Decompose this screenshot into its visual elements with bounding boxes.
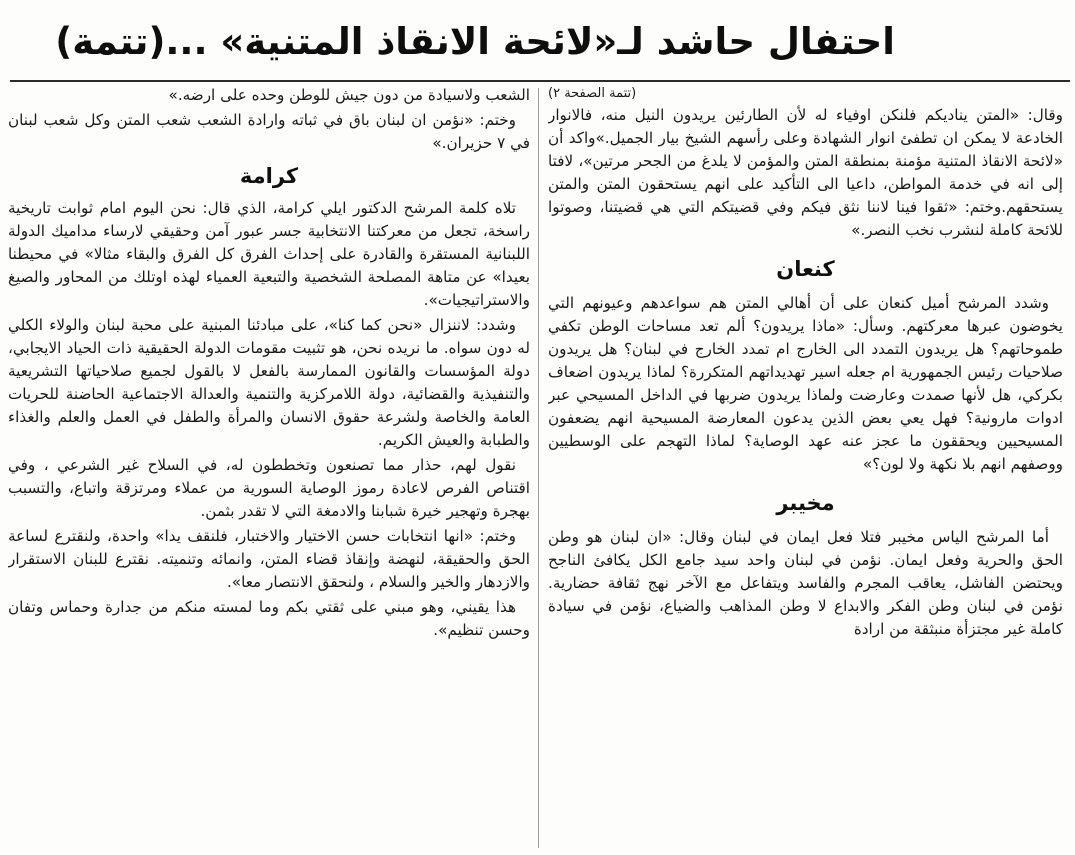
paragraph-intro-left-2: وختم: «نؤمن ان لبنان باق في ثباته وارادة الشعب شعب المتن وكل شعب لبنان في ٧ حزيران.» [8, 111, 530, 152]
paragraph-karameh-3: نقول لهم، حذار مما تصنعون وتخططون له، في السلاح غير الشرعي ، وفي اقتناص الفرص لاعادة رموز الوصاية السورية من عملاء ومرتزقة واتباع، والتسبب بهجرة وتهجير خيرة شبابنا والادمغة التي لا تقدر بثمن. [8, 456, 530, 520]
paragraph-karameh-4: وختم: «انها انتخابات حسن الاختيار والاختبار، فلنقف يدا» واحدة، ولنقترع لساعة الحق والحقيقة، لنهضة وإنقاذ قضاء المتن، وانمائه وتنميته. نقترع للبنان الاستقرار والازدهار والخير والسلام ، ولنحقق الانتصار معا». [8, 527, 530, 591]
continuation-note: (تتمة الصفحة ٢) [548, 86, 637, 101]
paragraph-karameh-5: هذا يقيني، وهو مبني على ثقتي بكم وما لمسته منكم من جدارة وحماس وتفان وحسن تنظيم». [8, 598, 530, 639]
left-column [8, 84, 530, 852]
column-divider [538, 88, 539, 848]
headline: احتفال حاشد لـ«لائحة الانقاذ المتنية» ...(تتمة) [55, 20, 895, 63]
paragraph-intro-right: وقال: «المتن يناديكم فلنكن اوفياء له لأن الطارئين يريدون النيل منه، فالانوار الخادعة لا يمكن ان تطفئ انوار الشهادة وعلى رأسهم الشيخ بيار الجميل.»واكد أن «لائحة الانقاذ المتنية مؤمنة بمنطقة المتن والمؤمن لا يلدغ من الجحر مرتين»، لافتا إلى انه في خدمة المواطن، داعيا الى التأكيد على انهم يستحقون المتن والمتن يستحقهم.وختم: «ثقوا فينا لاننا نثق فيكم وفي قضيتكم التي هي قضيتنا، وصوتوا للائحة كاملة لنشرب نخب النصر.» [548, 106, 1063, 239]
paragraph-kanaan: وشدد المرشح أميل كنعان على أن أهالي المتن هم سواعدهم وعيونهم التي يخوضون عبرها معركتهم. وسأل: «ماذا يريدون؟ ألم تعد مساحات الوطن تكفي طموحاتهم؟ هل يريدون التمدد الى الخارج ام تمدد الخارج في لبنان؟ هل يريدون صلاحيات رئيس الجمهورية ام جعله اسير تهديداتهم المتكررة؟ لماذا يريدون اضعاف بكركي، هل لأنها صمدت وعارضت ولماذا يريدون ضربها في الداخل المسيحي عبر ادوات مارونية؟ فهل يعي بعض الذين يدعون المعارضة المسيحية انهم يضعفون المسيحيين ويحققون ما عجز عنه عهد الوصاية؟ لماذا التهجم على الوسطيين ووصفهم انهم بلا نكهة ولا لون؟» [548, 294, 1063, 473]
right-column [548, 84, 1063, 852]
subheading-karameh: كرامة [239, 164, 299, 188]
paragraph-intro-left-1: الشعب ولاسيادة من دون جيش للوطن وحده على ارضه.» [168, 86, 530, 104]
paragraph-mkhaiber: أما المرشح الياس مخيبر فتلا فعل ايمان في لبنان وقال: «ان لبنان هو وطن الحق والحرية وفعل ايمان. نؤمن في لبنان واحد سيد جامع الكل يكافئ الناجح ويحتضن الفاشل، يعاقب المجرم والفاسد ويتفاعل مع الآخر نهج ثقافة حضارية. نؤمن في لبنان وطن الفكر والابداع لا وطن المذاهب والضياع، نؤمن في سيادة كاملة غير مجتزأة منبثقة من ارادة [548, 528, 1063, 638]
subheading-mkhaiber: مخيبر [776, 491, 835, 515]
subheading-kanaan: كنعان [776, 257, 835, 281]
headline-rule [10, 80, 1070, 82]
paragraph-karameh-1: تلاه كلمة المرشح الدكتور ايلي كرامة، الذي قال: نحن اليوم امام ثوابت تاريخية راسخة، تجعل من معركتنا الانتخابية جسر عبور آمن وحقيقي لارساء مداميك الدولة اللبنانية المستقرة والقادرة على إحداث الفرق كل الفرق والبقاء مثالا» في محيطنا بعيدا» عن متاهة المصلحة الشخصية والتبعية العمياء لهذه اوتلك من المحاور والصيغ والاستراتيجيات». [8, 199, 530, 309]
paragraph-karameh-2: وشدد: لاننزال «نحن كما كنا»، على مبادئنا المبنية على محبة لبنان والولاء الكلي له دون سواه. ما نريده نحن، هو تثبيت مقومات الدولة الحقيقية ذات الحياد الايجابي، دولة المؤسسات والقانون الممارسة بالفعل لا بالقول لجميع صلاحياتها التشريعية والتنفيذية والقضائية، دولة اللامركزية والتنمية والعدالة الاجتماعية الحاضنة للحريات العامة والخاصة ولشرعة حقوق الانسان والمرأة والطفل في العمل والعلم والغذاء والطبابة والعيش الكريم. [8, 316, 530, 449]
